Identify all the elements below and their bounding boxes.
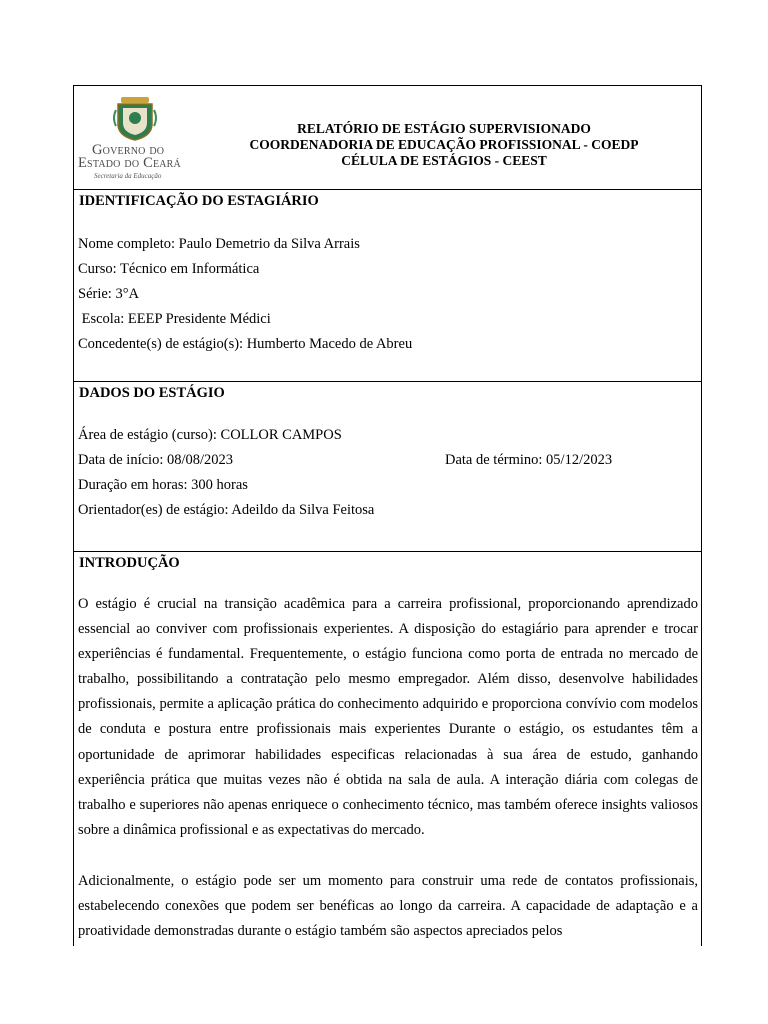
field-serie: Série: 3°A xyxy=(78,286,139,302)
section-dados xyxy=(74,381,701,552)
report-header xyxy=(74,86,701,189)
intro-paragraph-2: Adicionalmente, o estágio pode ser um momento para construir uma rede de contatos profissionais, estabelecendo conexões que podem ser benéficas ao longo da carreira. A capacidade de adaptação e a proatividade demonstradas durante o estágio também são aspectos apreciados pelos xyxy=(78,873,698,940)
intro-paragraph-1: O estágio é crucial na transição acadêmica para a carreira profissional, proporcionando aprendizado essencial ao conviver com profissionais experientes. A disposição do estagiário para aprender e trocar experiências é fundamental. Frequentemente, o estágio funciona como porta de entrada no mercado de trabalho, possibilitando a contratação pelo mesmo empregador. Além disso, desenvolve habilidades profissionais, permite a aplicação prática do conhecimento adquirido e proporciona convívio com modelos de conduta e postura entre profissionais mais experientes Durante o estágio, os estudantes têm a oportunidade de aprimorar habilidades especificas relacionadas à sua área de estudo, ganhando experiência prática que muitas vezes não é obtida na sala de aula. A interação diária com colegas de trabalho e superiores não apenas enriquece o conhecimento técnico, mas também oferece insights valiosos sobre a dinâmica profissional e as expectativas do mercado. xyxy=(78,596,698,838)
header-titles xyxy=(224,121,664,169)
section-title-identificacao: IDENTIFICAÇÃO DO ESTAGIÁRIO xyxy=(79,193,319,209)
field-data-inicio: Data de início: 08/08/2023 xyxy=(78,452,234,468)
field-duracao: Duração em horas: 300 horas xyxy=(78,477,248,493)
report-frame xyxy=(73,85,702,946)
government-logo xyxy=(76,94,194,180)
section-title-dados: DADOS DO ESTÁGIO xyxy=(79,385,225,401)
field-data-termino: Data de término: 05/12/2023 xyxy=(445,452,613,468)
coat-of-arms-icon xyxy=(76,94,194,144)
section-title-introducao: INTRODUÇÃO xyxy=(79,555,180,571)
logo-line-1: Governo do xyxy=(92,142,165,158)
report-title: RELATÓRIO DE ESTÁGIO SUPERVISIONADO xyxy=(297,121,591,136)
section-identificacao xyxy=(74,189,701,382)
logo-line-2: Estado do Ceará xyxy=(78,155,181,171)
coordination-title: COORDENADORIA DE EDUCAÇÃO PROFISSIONAL - COEDP xyxy=(249,137,639,152)
field-escola: Escola: EEEP Presidente Médici xyxy=(78,311,271,327)
logo-line-3: Secretaria da Educação xyxy=(94,172,162,180)
cell-title: CÉLULA DE ESTÁGIOS - CEEST xyxy=(341,153,547,168)
field-orientador: Orientador(es) de estágio: Adeildo da Silva Feitosa xyxy=(78,502,375,518)
field-curso: Curso: Técnico em Informática xyxy=(78,261,260,277)
field-concedente: Concedente(s) de estágio(s): Humberto Macedo de Abreu xyxy=(78,336,413,352)
section-introducao xyxy=(74,551,701,948)
field-area: Área de estágio (curso): COLLOR CAMPOS xyxy=(78,427,342,443)
field-nome: Nome completo: Paulo Demetrio da Silva Arrais xyxy=(78,236,360,252)
